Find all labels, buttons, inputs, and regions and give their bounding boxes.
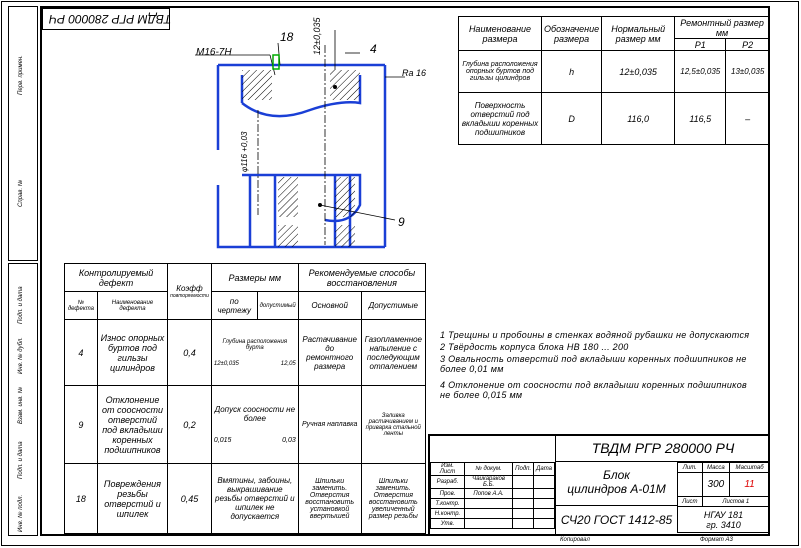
table-row <box>65 464 426 534</box>
leader-18: 18 <box>280 30 294 44</box>
sig-cell: Т.контр. <box>431 499 465 509</box>
table-cell: 4 <box>65 320 98 386</box>
section-hatch <box>242 70 272 100</box>
table-cell: Отклонение от соосности отверстий под вкладыши коренных подшипников <box>97 386 167 464</box>
note-1: 1 Трещины и пробоины в стенках водяной рубашки не допускаются <box>440 330 750 340</box>
table-cell: 0,45 <box>168 464 212 534</box>
side-label: Инв. № подл. <box>18 494 24 532</box>
leader-9: 9 <box>398 215 405 229</box>
org-line: НГАУ 181 <box>703 509 744 520</box>
scale-value: 11 <box>730 473 770 497</box>
diameter-dimension: φ116 +0,03 <box>240 131 249 172</box>
mass-value: 300 <box>702 473 729 497</box>
title-code-cell <box>555 436 770 462</box>
col-header: Размеры мм <box>211 264 298 292</box>
stamp-code: ТВДМ РГР 280000 РЧ <box>49 12 172 26</box>
info-label: Масса <box>702 463 729 473</box>
format-label: Формат А3 <box>700 537 733 543</box>
org-line: гр. 3410 <box>706 519 741 530</box>
sig-cell: Попов А.А. <box>465 489 513 499</box>
col-header: по чертежу <box>211 292 257 320</box>
title-block <box>428 434 770 536</box>
stamp-box <box>42 8 170 30</box>
table-cell: Вмятины, забоины, выкрашивание резьбы отверстий и шпилек не допускается <box>211 464 298 534</box>
defect-table <box>64 263 426 534</box>
material-cell <box>555 506 677 536</box>
col-header: Обозначение размера <box>542 17 602 51</box>
org-cell <box>678 507 770 533</box>
col-header: допустимый <box>257 292 298 320</box>
sig-cell: № докум. <box>465 463 513 476</box>
table-row <box>65 320 426 386</box>
signature-grid <box>430 462 555 529</box>
note-2: 2 Твёрдость корпуса блока НВ 180 ... 200 <box>440 342 629 352</box>
note-4: 4 Отклонение от соосности под вкладыши коренных подшипников не более 0,015 мм <box>440 380 748 400</box>
table-cell: 12±0,035 <box>602 51 675 93</box>
table-cell: Растачивание до ремонтного размера <box>298 320 361 386</box>
size-draw: 12±0,035 <box>213 360 239 367</box>
leader-4: 4 <box>370 42 377 56</box>
part-name-cell <box>555 462 677 506</box>
info-label: Лист <box>678 497 703 507</box>
table-cell: 18 <box>65 464 98 534</box>
note-3: 3 Овальность отверстий под вкладыши коренных подшипников не более 0,01 мм <box>440 354 747 374</box>
col-header: Нормальный размер мм <box>602 17 675 51</box>
copied-label: Копировал <box>560 537 590 543</box>
sig-cell: Подп. <box>513 463 534 476</box>
table-cell <box>211 386 298 464</box>
sig-cell: Утв. <box>431 519 465 529</box>
part-name-2: цилиндров А-01М <box>567 482 666 496</box>
table-cell: Ручная наплавка <box>298 386 361 464</box>
table-cell: 0,2 <box>168 386 212 464</box>
col-header: Ремонтный размер мм <box>675 17 770 39</box>
side-label: Инв. № дубл. <box>18 337 24 374</box>
section-hatch <box>278 225 298 247</box>
col-header: Р1 <box>675 39 726 51</box>
table-cell: Заливка растачиванием и приварка стальной ленты <box>361 386 425 464</box>
table-cell: Глубина расположения опорных буртов под гильзы цилиндров <box>459 51 542 93</box>
table-cell: 116,0 <box>602 93 675 145</box>
col-header <box>168 264 212 320</box>
sig-cell: Пров. <box>431 489 465 499</box>
part-name-1: Блок <box>603 468 630 482</box>
table-cell: 0,4 <box>168 320 212 386</box>
table-cell: Износ опорных буртов под гильзы цилиндров <box>97 320 167 386</box>
table-row <box>65 386 426 464</box>
section-hatch <box>335 225 355 247</box>
title-code: ТВДМ РГР 280000 РЧ <box>591 440 735 456</box>
size-draw: 0,015 <box>213 437 232 444</box>
side-label: Взам. инв. № <box>18 386 24 424</box>
table-cell: Шпильки заменить. Отверстия восстановить установкой ввертышей <box>298 464 361 534</box>
coef-sublabel: повторяемости <box>170 293 209 299</box>
info-label: Лит. <box>678 463 703 473</box>
col-header: Рекомендуемые способы восстановления <box>298 264 425 292</box>
sig-cell: Дата <box>534 463 555 476</box>
col-header: Контролируемый дефект <box>65 264 168 292</box>
sig-cell: Чайкараков Б.Б. <box>465 476 513 489</box>
thread-label: М16-7Н <box>196 47 232 58</box>
col-header: Наименование дефекта <box>97 292 167 320</box>
table-cell: D <box>542 93 602 145</box>
section-hatch <box>278 177 298 217</box>
side-label: Перв. примен. <box>18 55 24 95</box>
col-header: Основной <box>298 292 361 320</box>
side-label: Справ. № <box>18 179 24 207</box>
dimension-lines <box>195 30 405 245</box>
side-strip-bottom <box>8 263 38 536</box>
size-caption: Допуск соосности не более <box>214 405 296 423</box>
side-label: Подп. и дата <box>18 441 24 479</box>
side-strip-top <box>8 6 38 261</box>
table-cell: Поверхность отверстий под вкладыши коренных подшипников <box>459 93 542 145</box>
info-label: Масштаб <box>730 463 770 473</box>
depth-dimension: 12±0,035 <box>312 17 322 55</box>
size-allow: 0,03 <box>282 437 296 444</box>
thread-marker <box>273 55 279 69</box>
coef-label: Коэфф <box>176 284 203 293</box>
table-cell <box>211 320 298 386</box>
table-cell: 12,5±0,035 <box>675 51 726 93</box>
table-cell: 116,5 <box>675 93 726 145</box>
info-label: Листов 1 <box>702 497 769 507</box>
col-header: Р2 <box>726 39 770 51</box>
side-label: Подп. и дата <box>18 286 24 324</box>
table-cell: Шпильки заменить. Отверстия восстановить увеличенный размер резьбы <box>361 464 425 534</box>
size-allow: 12,05 <box>280 360 296 367</box>
size-caption: Глубина расположения бурта <box>222 338 288 351</box>
sig-cell: Н.контр. <box>431 509 465 519</box>
table-cell: Повреждения резьбы отверстий и шпилек <box>97 464 167 534</box>
repair-size-table <box>458 16 770 145</box>
table-cell: h <box>542 51 602 93</box>
col-header: Наименование размера <box>459 17 542 51</box>
section-hatch <box>330 70 360 100</box>
table-cell: Газопламенное напыление с последующим отпалением <box>361 320 425 386</box>
table-cell: – <box>726 93 770 145</box>
info-grid <box>677 462 770 533</box>
sig-cell: Изм. Лист <box>431 463 465 476</box>
col-header: № дефекта <box>65 292 98 320</box>
table-cell: 9 <box>65 386 98 464</box>
table-cell: 13±0,035 <box>726 51 770 93</box>
sig-cell: Разраб. <box>431 476 465 489</box>
roughness-label: Ra 16 <box>402 68 427 78</box>
col-header: Допустимые <box>361 292 425 320</box>
material: СЧ20 ГОСТ 1412-85 <box>560 513 673 527</box>
